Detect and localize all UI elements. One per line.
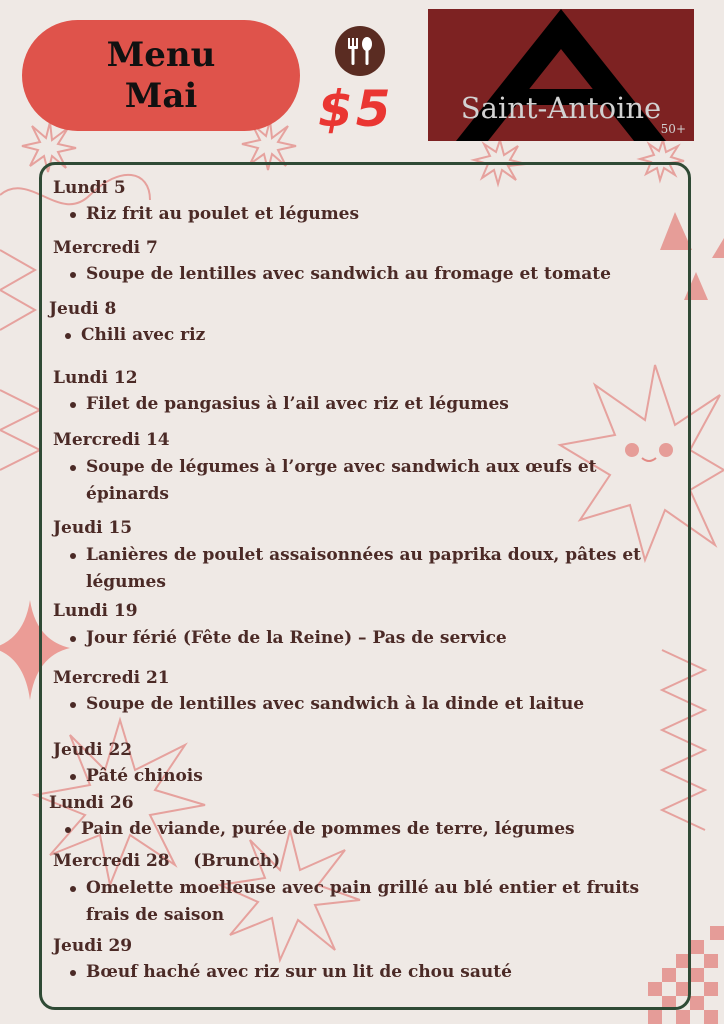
menu-item: Filet de pangasius à l’ail avec riz et légumes <box>68 391 646 418</box>
menu-item: Riz frit au poulet et légumes <box>68 201 646 228</box>
menu-item: Omelette moelleuse avec pain grillé au blé entier et fruits frais de saison <box>68 875 646 929</box>
menu-day: Jeudi 22 <box>53 740 133 760</box>
menu-day: Jeudi 29 <box>53 936 133 956</box>
menu-day: Lundi 12 <box>53 368 138 388</box>
menu-day: Lundi 26 <box>49 793 134 813</box>
logo-name: Saint-Antoine <box>460 91 662 125</box>
menu-day: Lundi 19 <box>53 601 138 621</box>
menu-title-pill <box>22 20 300 131</box>
menu-day: Jeudi 15 <box>53 518 133 538</box>
menu-item: Pain de viande, purée de pommes de terre, légumes <box>63 816 641 843</box>
logo-suffix: 50+ <box>660 122 686 136</box>
menu-day: Mercredi 14 <box>53 430 170 450</box>
menu-item: Lanières de poulet assaisonnées au paprika doux, pâtes et légumes <box>68 542 646 596</box>
menu-item: Soupe de lentilles avec sandwich à la dinde et laitue <box>68 691 646 718</box>
menu-day: Mercredi 7 <box>53 238 158 258</box>
menu-item: Bœuf haché avec riz sur un lit de chou sauté <box>68 959 646 986</box>
menu-day: Mercredi 28 (Brunch) <box>53 851 281 871</box>
menu-day: Jeudi 8 <box>49 299 117 319</box>
saint-antoine-logo <box>428 9 694 141</box>
menu-item: Soupe de légumes à l’orge avec sandwich aux œufs et épinards <box>68 454 646 508</box>
fork-spoon-icon <box>335 26 385 76</box>
menu-item: Chili avec riz <box>63 322 641 349</box>
menu-title-line2: Mai <box>124 75 198 116</box>
menu-day: Mercredi 21 <box>53 668 170 688</box>
menu-item: Jour férié (Fête de la Reine) – Pas de service <box>68 625 646 652</box>
menu-item: Soupe de lentilles avec sandwich au fromage et tomate <box>68 261 646 288</box>
menu-item: Pâté chinois <box>68 763 646 790</box>
menu-day: Lundi 5 <box>53 178 126 198</box>
menu-title-line1: Menu <box>106 34 216 75</box>
price-label: $5 <box>318 80 394 138</box>
